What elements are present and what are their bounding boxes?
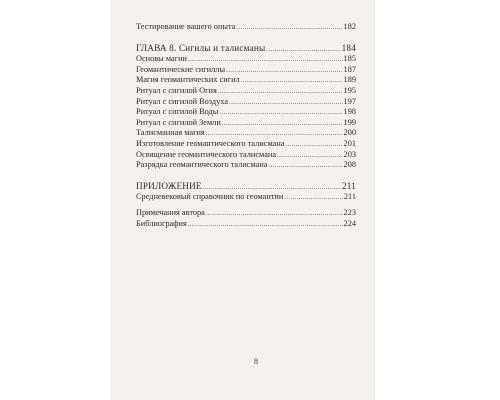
toc-entry-page: 223	[343, 207, 356, 217]
toc-entry-title: Основы магии	[136, 54, 187, 64]
toc-appendix-heading	[136, 181, 356, 193]
toc-entry-title: Ритуал с сигилой Воздуха	[136, 96, 229, 106]
toc-entry-title: Освящение геомантического талисмана	[136, 149, 277, 159]
toc-entry-title: Изготовление геомантического талисмана	[136, 138, 285, 148]
page-number: 8	[254, 357, 258, 366]
toc-entry-title: ПРИЛОЖЕНИЕ	[136, 180, 202, 191]
toc-entry	[136, 139, 356, 150]
section-spacer	[136, 171, 356, 181]
section-spacer	[136, 33, 356, 43]
toc-entry-title: Ритуал с сигилой Земли	[136, 117, 221, 127]
dot-leader	[188, 219, 343, 230]
dot-leader	[218, 86, 343, 97]
dot-leader	[222, 118, 343, 129]
toc-entry-page: 200	[343, 128, 356, 138]
toc-entry	[136, 65, 356, 76]
toc-entry-page: 197	[343, 96, 356, 106]
toc-entry-title: Ритуал с сигилой Воды	[136, 107, 219, 117]
toc-entry-title: Тестирование вашего опыта	[136, 22, 236, 31]
toc-entry-title: Магия геомантических сигил	[136, 75, 240, 85]
toc-entry	[136, 54, 356, 65]
dot-leader	[229, 97, 343, 108]
toc-entry-page: 211	[343, 192, 356, 202]
toc-entry-page: 203	[343, 149, 356, 159]
toc-entry-page: 187	[343, 64, 356, 74]
toc-entry	[136, 75, 356, 86]
toc-entry	[136, 192, 356, 203]
dot-leader	[284, 192, 343, 203]
dot-leader	[277, 150, 343, 161]
toc-entry	[136, 97, 356, 108]
dot-leader	[236, 22, 342, 33]
toc-entry	[136, 219, 356, 230]
toc-entry-title: Ритуал с сигилой Огня	[136, 85, 217, 95]
toc-entry	[136, 86, 356, 97]
dot-leader	[241, 75, 343, 86]
toc-entry-page: 199	[343, 117, 356, 127]
dot-leader	[268, 160, 342, 171]
toc-entry-page: 195	[343, 85, 356, 95]
toc-entry-page: 201	[343, 138, 356, 148]
toc-entry	[136, 208, 356, 219]
dot-leader	[206, 128, 343, 139]
toc-chapter-heading	[136, 43, 356, 55]
toc-entry-page: 189	[343, 75, 356, 85]
dot-leader	[188, 54, 343, 65]
toc-entry-title: Библиография	[136, 218, 187, 228]
toc-entry-page: 211	[341, 180, 356, 191]
toc-entry	[136, 107, 356, 118]
toc-entry-title: Разрядка геомантического талисмана	[136, 160, 268, 170]
dot-leader	[219, 107, 342, 118]
toc-entry-page: 185	[343, 54, 356, 64]
toc-entry-page: 182	[343, 22, 356, 31]
dot-leader	[203, 182, 341, 193]
toc-entry-page: 208	[343, 160, 356, 170]
toc-entry	[136, 22, 356, 33]
toc-entry-title: Талисманная магия	[136, 128, 205, 138]
toc-entry	[136, 160, 356, 171]
toc-entry-page: 184	[341, 42, 356, 53]
toc-entry	[136, 150, 356, 161]
dot-leader	[206, 208, 343, 219]
toc-entry-title: ГЛАВА 8. Сигилы и талисманы	[136, 42, 266, 53]
toc-entry-title: Примечания автора	[136, 207, 205, 217]
dot-leader	[226, 65, 343, 76]
toc-entry	[136, 128, 356, 139]
toc-entry-title: Геомантические сигиллы	[136, 64, 226, 74]
toc-entry-page: 198	[343, 107, 356, 117]
table-of-contents	[136, 22, 356, 229]
toc-entry	[136, 118, 356, 129]
toc-entry-title: Средневековый справочник по геомантии	[136, 192, 284, 202]
toc-entry-page: 224	[343, 218, 356, 228]
dot-leader	[285, 139, 342, 150]
dot-leader	[266, 44, 340, 55]
